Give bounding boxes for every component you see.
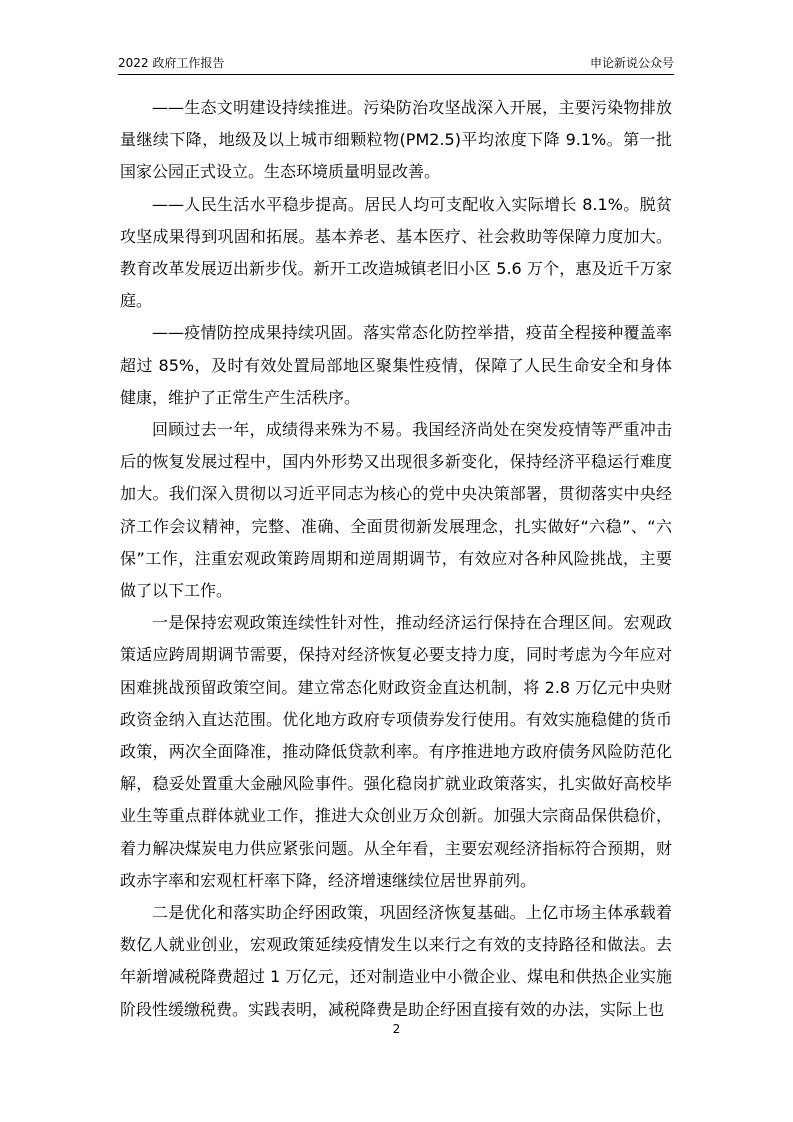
page-header [118,56,674,75]
page-number: 2 [392,1022,401,1036]
paragraph-macro-policy: 一是保持宏观政策连续性针对性，推动经济运行保持在合理区间。宏观政策适应跨周期调节需要，保持对经济恢复必要支持力度，同时考虑为今年应对困难挑战预留政策空间。建立常态化财政资金直达机制，将 2.8 万亿元中央财政资金纳入直达范围。优化地方政府专项债券发行使用。有效实施稳健的货币政策，两次全面降准，推动降低贷款利率。有序推进地方政府债务风险防范化解，稳妥处置重大金融风险事件。强化稳岗扩就业政策落实，扎实做好高校毕业生等重点群体就业工作，推进大众创业万众创新。加强大宗商品保供稳价，着力解决煤炭电力供应紧张问题。从全年看，主要宏观经济指标符合预期，财政赤字率和宏观杠杆率下降，经济增速继续位居世界前列。 [120,613,672,890]
paragraph-review: 回顾过去一年，成绩得来殊为不易。我国经济尚处在突发疫情等严重冲击后的恢复发展过程中，国内外形势又出现很多新变化，保持经济平稳运行难度加大。我们深入贯彻以习近平同志为核心的党中央决策部署，贯彻落实中央经济工作会议精神，完整、准确、全面贯彻新发展理念，扎实做好“六稳”、“六保”工作，注重宏观政策跨周期和逆周期调节，有效应对各种风险挑战，主要做了以下工作。 [120,420,672,601]
paragraph-enterprise-relief: 二是优化和落实助企纾困政策，巩固经济恢复基础。上亿市场主体承载着数亿人就业创业，宏观政策延续疫情发生以来行之有效的支持路径和做法。去年新增减税降费超过 1 万亿元，还对制造业中小微企业、煤电和供热企业实施阶段性缓缴税费。实践表明，减税降费是助企纾困直接有效的办法，实际上也 [120,903,672,1019]
document-body [120,92,672,1026]
header-title: 2022 政府工作报告 [118,56,225,70]
paragraph-ecology: ——生态文明建设持续推进。污染防治攻坚战深入开展，主要污染物排放量继续下降，地级及以上城市细颗粒物(PM2.5)平均浓度下降 9.1%。第一批国家公园正式设立。生态环境质量明显改善。 [120,98,672,182]
header-source: 申论新说公众号 [589,56,674,70]
paragraph-epidemic-control: ——疫情防控成果持续巩固。落实常态化防控举措，疫苗全程接种覆盖率超过 85%，及时有效处置局部地区聚集性疫情，保障了人民生命安全和身体健康，维护了正常生产生活秩序。 [120,323,672,407]
paragraph-living-standards: ——人民生活水平稳步提高。居民人均可支配收入实际增长 8.1%。脱贫攻坚成果得到巩固和拓展。基本养老、基本医疗、社会救助等保障力度加大。教育改革发展迈出新步伐。新开工改造城镇老旧小区 5.6 万个，惠及近千万家庭。 [120,194,672,311]
